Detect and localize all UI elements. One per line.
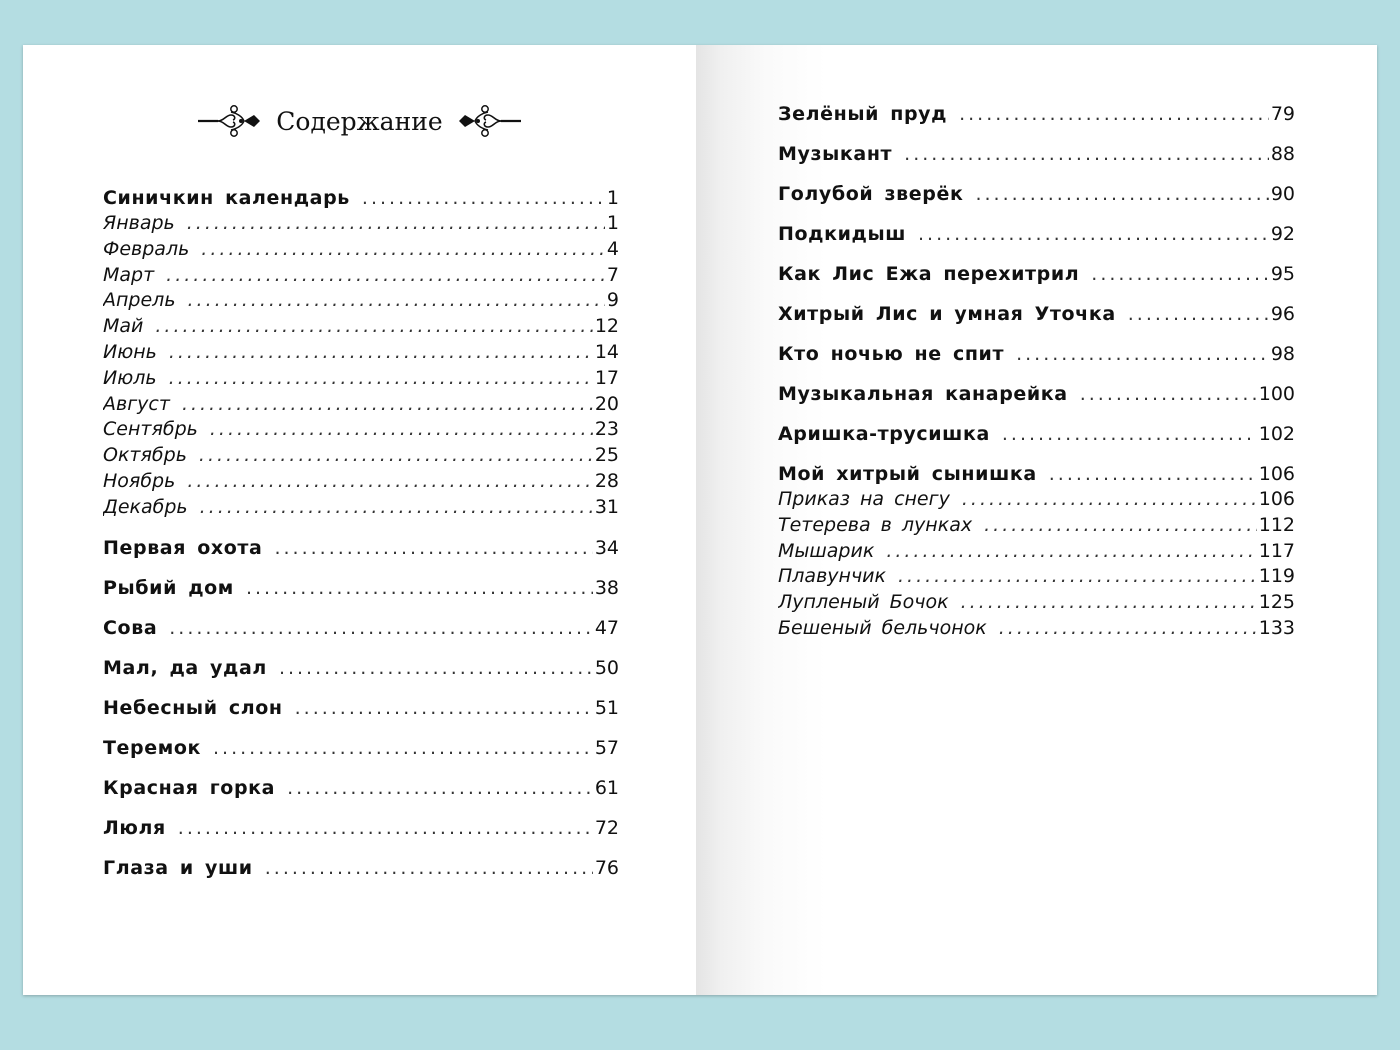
toc-entry-title: Бешеный бельчонок [778, 616, 987, 639]
toc-entry [103, 392, 619, 418]
page-title: Содержание [276, 106, 443, 136]
toc-entry-title: Июль [103, 366, 157, 389]
flourish-right-icon [457, 101, 521, 141]
toc-entry [778, 539, 1295, 565]
toc-entry-title: Музыкант [778, 143, 893, 165]
contents-heading [23, 101, 696, 141]
left-page [23, 45, 696, 995]
toc-entry-page: 20 [594, 392, 619, 415]
toc-entry-page: 31 [594, 495, 619, 518]
toc-entry-page: 12 [594, 315, 619, 338]
toc-entry-page: 96 [1270, 303, 1295, 325]
toc-leader-dots [274, 535, 592, 561]
toc-entry-title: Рыбий дом [103, 576, 234, 599]
toc-entry [778, 141, 1295, 167]
toc-entry [103, 495, 619, 521]
toc-entry-title: Мал, да удал [103, 656, 267, 679]
toc-entry [778, 513, 1295, 539]
toc-entry-page: 51 [594, 696, 619, 719]
toc-entry-page: 14 [594, 340, 619, 363]
toc-entry-title: Зелёный пруд [778, 103, 948, 125]
toc-entry [103, 855, 619, 881]
toc-leader-dots [362, 185, 605, 211]
toc-entry-title: Голубой зверёк [778, 183, 964, 205]
toc-entry-title: Хитрый Лис и умная Уточка [778, 303, 1116, 325]
toc-entry-page: 50 [594, 656, 619, 679]
toc-entry-title: Глаза и уши [103, 856, 253, 879]
toc-leader-dots [1091, 261, 1269, 287]
toc-leader-dots [1080, 381, 1257, 407]
toc-entry-title: Май [103, 315, 144, 338]
toc-entry-title: Апрель [103, 289, 176, 312]
toc-entry-page: 102 [1258, 423, 1295, 445]
toc-leader-dots [199, 443, 593, 469]
toc-entry [103, 185, 619, 211]
toc-entry [103, 615, 619, 641]
toc-entry [103, 237, 619, 263]
toc-entry-page: 90 [1270, 183, 1295, 205]
toc-entry-page: 125 [1258, 591, 1295, 614]
toc-entry [778, 421, 1295, 447]
toc-right-column [778, 101, 1295, 642]
toc-entry-title: Кто ночью не спит [778, 343, 1005, 365]
toc-entry [778, 261, 1295, 287]
toc-entry-title: Аришка-трусишка [778, 423, 990, 445]
toc-leader-dots [169, 340, 593, 366]
toc-entry [103, 443, 619, 469]
toc-leader-dots [279, 655, 593, 681]
toc-entry [103, 775, 619, 801]
toc-entry [103, 535, 619, 561]
toc-entry-page: 79 [1270, 103, 1295, 125]
toc-entry-page: 17 [594, 366, 619, 389]
book-spread [23, 45, 1377, 995]
toc-leader-dots [188, 288, 605, 314]
toc-leader-dots [975, 181, 1268, 207]
toc-entry-page: 4 [606, 237, 619, 260]
toc-entry-title: Музыкальная канарейка [778, 383, 1068, 405]
toc-entry-title: Подкидыш [778, 223, 907, 245]
toc-entry-title: Люля [103, 816, 166, 839]
toc-entry [103, 263, 619, 289]
toc-entry [103, 469, 619, 495]
toc-leader-dots [295, 695, 593, 721]
toc-entry-page: 112 [1258, 513, 1295, 536]
toc-leader-dots [1049, 461, 1257, 487]
toc-leader-dots [1128, 301, 1269, 327]
toc-leader-dots [904, 141, 1269, 167]
toc-left-column [103, 185, 619, 881]
toc-entry-title: Февраль [103, 237, 190, 260]
toc-entry-title: Плавунчик [778, 565, 886, 588]
toc-entry-title: Сова [103, 616, 158, 639]
toc-leader-dots [886, 539, 1256, 565]
toc-leader-dots [178, 815, 593, 841]
toc-entry-page: 1 [606, 212, 619, 234]
toc-entry-title: Июнь [103, 340, 157, 363]
toc-entry-page: 100 [1258, 383, 1295, 405]
toc-entry [103, 655, 619, 681]
toc-leader-dots [187, 469, 592, 495]
toc-leader-dots [898, 564, 1257, 590]
toc-entry-page: 38 [594, 576, 619, 599]
toc-entry-page: 28 [594, 469, 619, 492]
flourish-left-icon [198, 101, 262, 141]
toc-entry [103, 288, 619, 314]
toc-leader-dots [1002, 421, 1257, 447]
toc-leader-dots [999, 616, 1257, 642]
toc-entry-title: Декабрь [103, 495, 188, 518]
toc-leader-dots [169, 366, 593, 392]
toc-leader-dots [200, 495, 593, 521]
toc-leader-dots [246, 575, 593, 601]
toc-entry [103, 211, 619, 237]
toc-entry-title: Лупленый Бочок [778, 591, 949, 614]
toc-entry-page: 34 [594, 536, 619, 559]
toc-leader-dots [918, 221, 1269, 247]
toc-entry [778, 487, 1295, 513]
toc-leader-dots [182, 392, 593, 418]
toc-entry-title: Синичкин календарь [103, 187, 350, 209]
toc-entry [103, 340, 619, 366]
toc-entry [103, 417, 619, 443]
toc-entry [103, 366, 619, 392]
toc-entry-page: 72 [594, 816, 619, 839]
toc-entry-page: 92 [1270, 223, 1295, 245]
toc-entry [778, 381, 1295, 407]
toc-entry-page: 9 [606, 289, 619, 312]
toc-leader-dots [984, 513, 1257, 539]
toc-entry-page: 61 [594, 776, 619, 799]
toc-entry-page: 1 [606, 187, 619, 209]
toc-entry-title: Октябрь [103, 444, 187, 467]
toc-entry-title: Март [103, 263, 155, 286]
toc-leader-dots [210, 417, 593, 443]
toc-entry-title: Мышарик [778, 539, 875, 562]
toc-entry-page: 106 [1258, 488, 1295, 510]
toc-entry-title: Август [103, 392, 170, 415]
toc-entry [778, 616, 1295, 642]
toc-entry-page: 23 [594, 418, 619, 441]
toc-entry-page: 98 [1270, 343, 1295, 365]
toc-entry [778, 564, 1295, 590]
toc-entry [778, 181, 1295, 207]
toc-entry-page: 133 [1258, 616, 1295, 639]
toc-entry-page: 7 [606, 263, 619, 286]
toc-leader-dots [962, 487, 1257, 513]
toc-entry-page: 119 [1258, 565, 1295, 588]
toc-leader-dots [265, 855, 593, 881]
toc-entry [778, 341, 1295, 367]
toc-entry-title: Небесный слон [103, 696, 283, 719]
toc-leader-dots [213, 735, 593, 761]
toc-leader-dots [166, 263, 605, 289]
toc-leader-dots [169, 615, 593, 641]
toc-leader-dots [201, 237, 605, 263]
toc-entry [103, 575, 619, 601]
toc-entry-title: Красная горка [103, 776, 276, 799]
toc-entry-title: Теремок [103, 736, 202, 759]
toc-entry-page: 57 [594, 736, 619, 759]
toc-entry-page: 88 [1270, 143, 1295, 165]
toc-entry [778, 221, 1295, 247]
toc-entry [778, 301, 1295, 327]
toc-entry [778, 461, 1295, 487]
toc-leader-dots [959, 101, 1269, 127]
toc-entry-page: 47 [594, 616, 619, 639]
toc-leader-dots [155, 314, 592, 340]
toc-entry [103, 735, 619, 761]
toc-entry-title: Приказ на снегу [778, 488, 950, 510]
toc-entry-page: 76 [594, 856, 619, 879]
toc-leader-dots [187, 211, 605, 237]
toc-entry [103, 314, 619, 340]
toc-leader-dots [1016, 341, 1269, 367]
toc-leader-dots [287, 775, 593, 801]
right-page [696, 45, 1377, 995]
toc-entry-title: Ноябрь [103, 469, 176, 492]
toc-entry-title: Первая охота [103, 536, 263, 559]
toc-entry [103, 695, 619, 721]
toc-entry-page: 95 [1270, 263, 1295, 285]
toc-entry-page: 117 [1258, 539, 1295, 562]
toc-entry-page: 106 [1258, 463, 1295, 485]
toc-entry-title: Январь [103, 212, 175, 234]
toc-entry-title: Как Лис Ежа перехитрил [778, 263, 1080, 285]
toc-entry-title: Тетерева в лунках [778, 513, 973, 536]
toc-entry [103, 815, 619, 841]
toc-entry-page: 25 [594, 444, 619, 467]
toc-leader-dots [961, 590, 1257, 616]
toc-entry-title: Мой хитрый сынишка [778, 463, 1037, 485]
toc-entry [778, 101, 1295, 127]
toc-entry [778, 590, 1295, 616]
toc-entry-title: Сентябрь [103, 418, 198, 441]
